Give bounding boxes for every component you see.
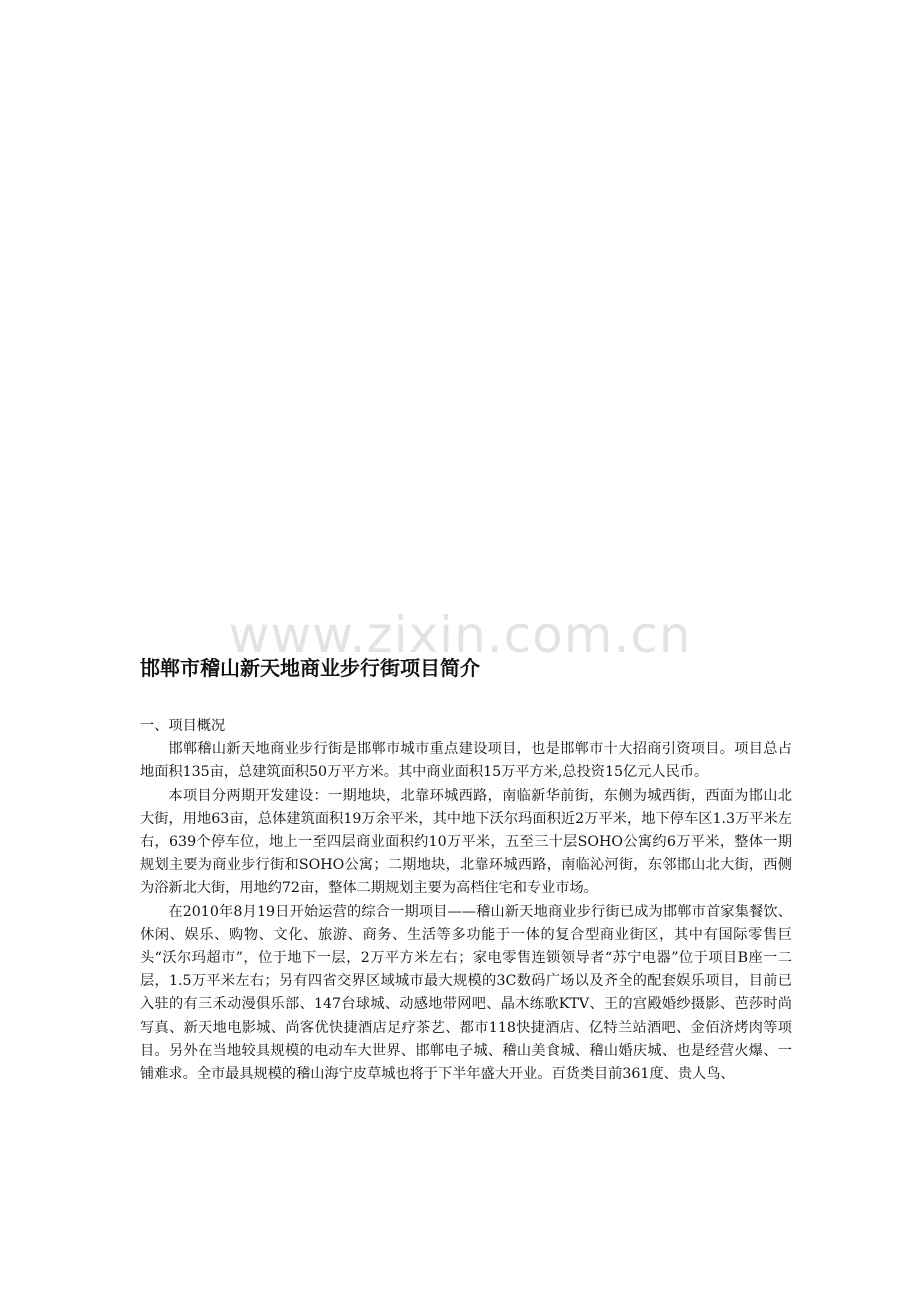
watermark: www.zixin.com.cn	[228, 606, 692, 664]
paragraph-operations: 在2010年8月19日开始运营的综合一期项目——稽山新天地商业步行街已成为邯郸市首家集餐饮、休闲、娱乐、购物、文化、旅游、商务、生活等多功能于一体的复合型商业街区，其中有国际零售巨头“沃尔玛超市”，位于地下一层，2万平方米左右；家电零售连锁领导者“苏宁电器”位于项目B座一二层，1.5万平米左右；另有四省交界区域城市最大规模的3C数码广场以及齐全的配套娱乐项目，目前已入驻的有三禾动漫俱乐部、147台球城、动感地带网吧、晶木练歌KTV、王的宫殿婚纱摄影、芭莎时尚写真、新天地电影城、尚客优快捷酒店足疗茶艺、都市118快捷酒店、亿特兰站酒吧、金佰济烤肉等项目。另外在当地较具规模的电动车大世界、邯郸电子城、稽山美食城、稽山婚庆城、也是经营火爆、一铺难求。全市最具规模的稽山海宁皮草城也将于下半年盛大开业。百货类目前361度、贵人鸟、	[140, 903, 792, 1083]
section-heading: 一、项目概况	[140, 718, 226, 734]
document-body	[140, 715, 792, 1086]
paragraph-phases: 本项目分两期开发建设：一期地块，北靠环城西路，南临新华前街，东侧为城西街，西面为邯山北大街，用地63亩，总体建筑面积19万余平米，其中地下沃尔玛面积近2万平米，地下停车区1.3万平米左右，639个停车位，地上一至四层商业面积约10万平米，五至三十层SOHO公寓约6万平米，整体一期规划主要为商业步行街和SOHO公寓；二期地块，北靠环城西路，南临沁河街，东邻邯山北大街，西侧为浴新北大街，用地约72亩，整体二期规划主要为高档住宅和专业市场。	[140, 787, 792, 897]
document-title: 邯郸市稽山新天地商业步行街项目简介	[140, 656, 480, 680]
paragraph-overview: 邯郸稽山新天地商业步行街是邯郸市城市重点建设项目，也是邯郸市十大招商引资项目。项目总占地面积135亩，总建筑面积50万平方米。其中商业面积15万平方米,总投资15亿元人民币。	[140, 741, 792, 781]
